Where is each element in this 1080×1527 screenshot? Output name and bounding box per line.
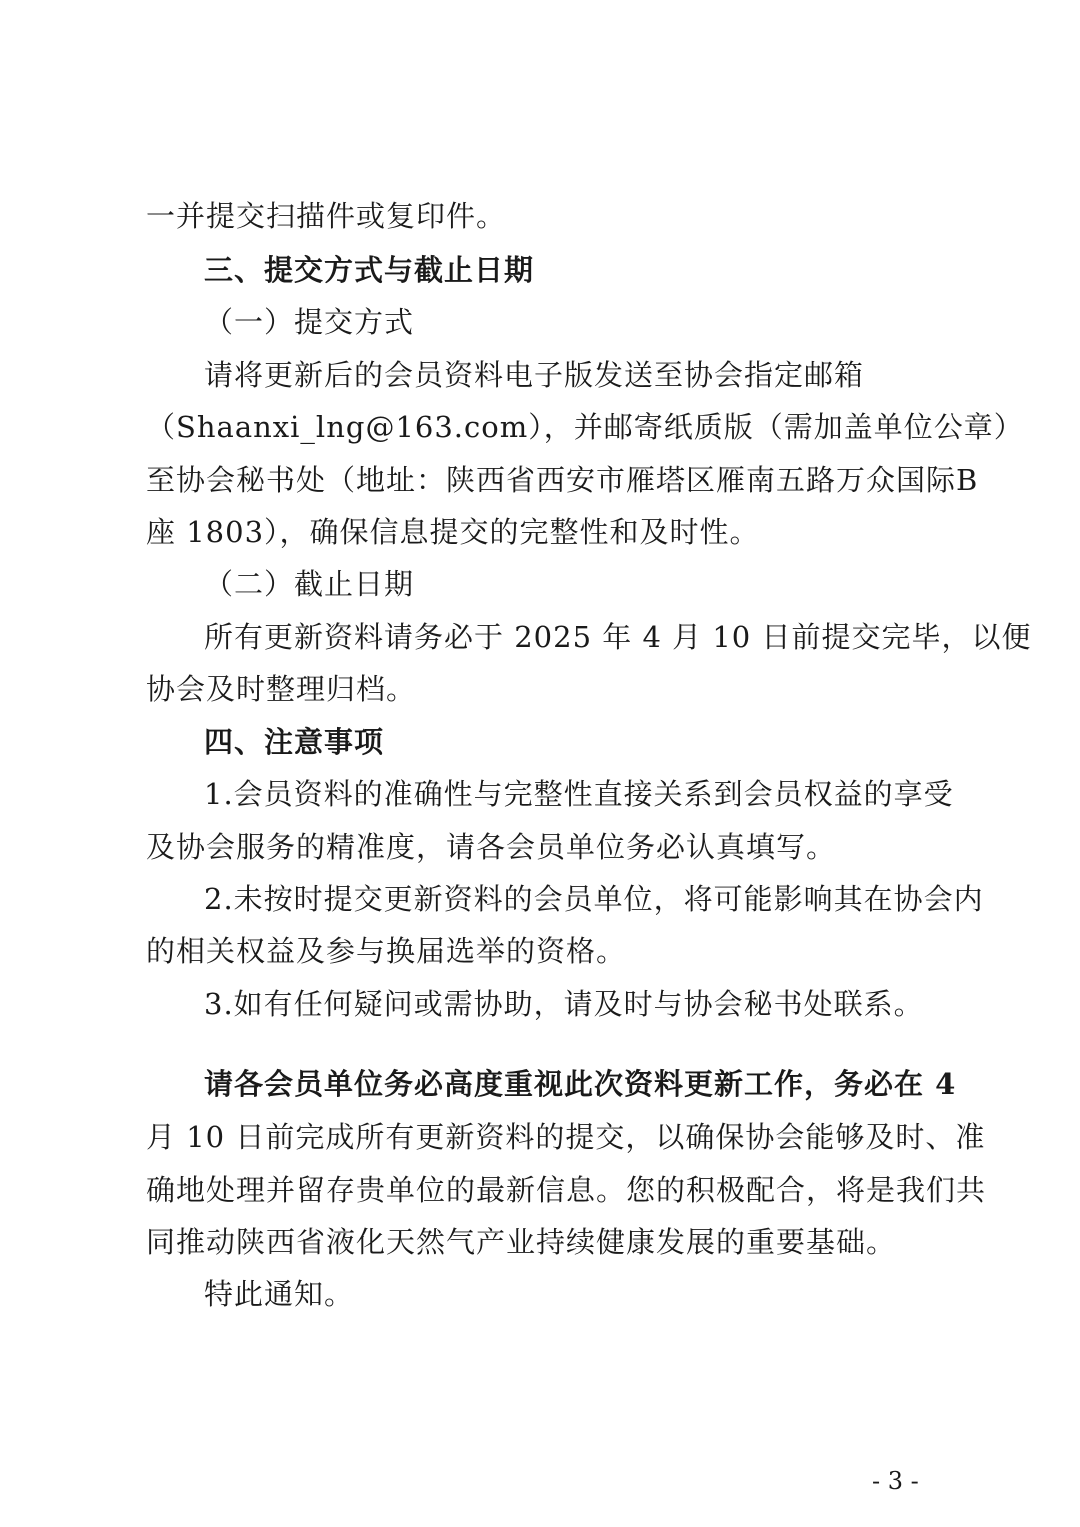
paragraph-line: （Shaanxi_lng@163.com），并邮寄纸质版（需加盖单位公章） bbox=[146, 410, 1024, 444]
paragraph-line: 协会及时整理归档。 bbox=[146, 672, 417, 706]
closing-paragraph-line: 同推动陕西省液化天然气产业持续健康发展的重要基础。 bbox=[146, 1225, 897, 1259]
section-heading-3: 三、提交方式与截止日期 bbox=[204, 253, 535, 287]
list-item-line: 1.会员资料的准确性与完整性直接关系到会员权益的享受 bbox=[204, 777, 954, 811]
closing-paragraph-line: 确地处理并留存贵单位的最新信息。您的积极配合，将是我们共 bbox=[146, 1173, 987, 1207]
paragraph-line: 一并提交扫描件或复印件。 bbox=[146, 199, 507, 233]
paragraph-line: 所有更新资料请务必于 2025 年 4 月 10 日前提交完毕，以便 bbox=[204, 620, 1032, 654]
list-item-line: 2.未按时提交更新资料的会员单位，将可能影响其在协会内 bbox=[204, 882, 984, 916]
closing-paragraph-line: 请各会员单位务必高度重视此次资料更新工作，务必在 4 bbox=[204, 1067, 957, 1101]
paragraph-line: 至协会秘书处（地址：陕西省西安市雁塔区雁南五路万众国际B bbox=[146, 463, 979, 497]
section-heading-4: 四、注意事项 bbox=[204, 725, 385, 759]
list-item-line: 3.如有任何疑问或需协助，请及时与协会秘书处联系。 bbox=[204, 987, 924, 1021]
notice-closing: 特此通知。 bbox=[204, 1277, 355, 1311]
list-item-line: 及协会服务的精准度，请各会员单位务必认真填写。 bbox=[146, 830, 837, 864]
paragraph-line: 座 1803），确保信息提交的完整性和及时性。 bbox=[146, 515, 760, 549]
subsection-heading: （二）截止日期 bbox=[204, 567, 415, 601]
page-number: - 3 - bbox=[872, 1467, 919, 1495]
closing-paragraph-line: 月 10 日前完成所有更新资料的提交，以确保协会能够及时、准 bbox=[146, 1120, 986, 1154]
list-item-line: 的相关权益及参与换届选举的资格。 bbox=[146, 934, 627, 968]
subsection-heading: （一）提交方式 bbox=[204, 305, 415, 339]
paragraph-line: 请将更新后的会员资料电子版发送至协会指定邮箱 bbox=[204, 358, 865, 392]
